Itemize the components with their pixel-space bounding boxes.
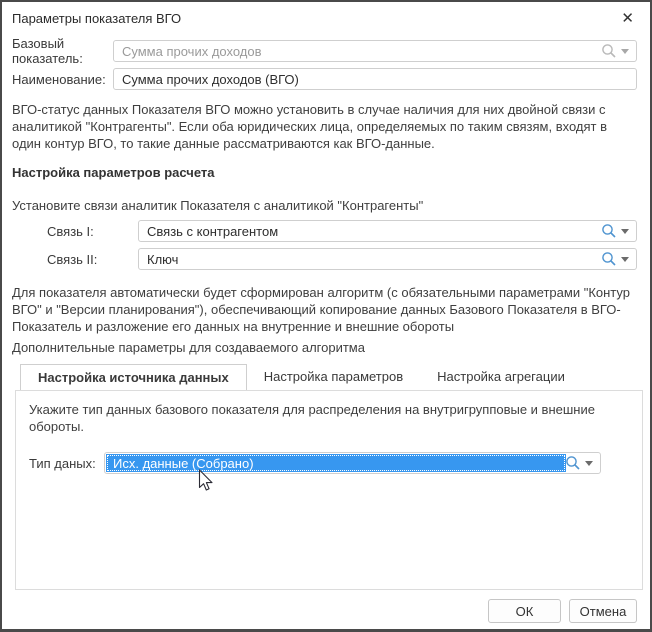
intro-text: ВГО-статус данных Показателя ВГО можно установить в случае наличия для них двойной связи с аналитикой "Контрагенты". Если оба юридических лица, определяемых по таким связям, входят в один контур ВГО, то такие данные рассматриваются как ВГО-данные. <box>12 102 608 151</box>
link1-icons <box>601 223 636 239</box>
title-bar <box>2 2 650 34</box>
data-type-icons <box>565 455 600 471</box>
search-icon[interactable] <box>601 251 617 267</box>
tab-bar <box>20 364 637 390</box>
cancel-button[interactable]: Отмена <box>569 599 637 623</box>
search-icon[interactable] <box>601 223 617 239</box>
name-field[interactable] <box>113 68 637 90</box>
link2-value: Ключ <box>147 251 179 267</box>
dialog-footer <box>2 590 650 627</box>
chevron-down-icon[interactable] <box>621 257 629 262</box>
link1-field[interactable] <box>138 220 637 242</box>
tab-data-source[interactable]: Настройка источника данных <box>20 364 247 390</box>
dialog-body <box>2 34 650 590</box>
ok-button[interactable]: ОК <box>488 599 561 623</box>
data-type-row <box>29 452 629 474</box>
name-label: Наименование: <box>12 71 106 87</box>
link2-row <box>12 248 637 270</box>
name-row <box>12 68 637 90</box>
chevron-down-icon[interactable] <box>621 229 629 234</box>
calc-section-header: Настройка параметров расчета <box>12 165 215 180</box>
close-icon[interactable]: ✕ <box>621 9 634 27</box>
base-indicator-icons <box>601 43 636 59</box>
dialog-title: Параметры показателя ВГО <box>12 10 182 26</box>
link1-value: Связь с контрагентом <box>147 223 279 239</box>
data-type-selected-value: Исх. данные (Собрано) <box>106 454 566 472</box>
algorithm-text: Для показателя автоматически будет сформирован алгоритм (с обязательными параметрами "Контур ВГО" и "Версии планирования"), обеспечивающий копирование данных Базового Показателя в ВГО-Показатель и разложение его данных на внутренние и внешние обороты <box>12 285 630 334</box>
chevron-down-icon[interactable] <box>585 461 593 466</box>
base-indicator-label: Базовый показатель: <box>12 36 83 66</box>
name-value: Сумма прочих доходов (ВГО) <box>122 71 299 87</box>
links-instruction: Установите связи аналитик Показателя с аналитикой "Контрагенты" <box>12 198 424 213</box>
link2-icons <box>601 251 636 267</box>
link2-label: Связь II: <box>47 251 98 267</box>
base-indicator-row <box>12 36 637 66</box>
tab-aggregation[interactable]: Настройка агрегации <box>437 369 565 384</box>
link2-field[interactable] <box>138 248 637 270</box>
data-type-instruction: Укажите тип данных базового показателя для распределения на внутригрупповые и внешние обороты. <box>29 402 595 434</box>
tab-parameters[interactable]: Настройка параметров <box>263 369 404 384</box>
search-icon[interactable] <box>601 43 617 59</box>
base-indicator-field[interactable] <box>113 40 637 62</box>
link1-label: Связь I: <box>47 223 94 239</box>
base-indicator-value: Сумма прочих доходов <box>122 43 262 59</box>
data-type-field[interactable] <box>104 452 601 474</box>
link1-row <box>12 220 637 242</box>
tab-panel-data-source <box>15 390 643 590</box>
chevron-down-icon[interactable] <box>621 49 629 54</box>
data-type-label: Тип даных: <box>29 455 96 471</box>
additional-params-text: Дополнительные параметры для создаваемого алгоритма <box>12 340 365 355</box>
search-icon[interactable] <box>565 455 581 471</box>
